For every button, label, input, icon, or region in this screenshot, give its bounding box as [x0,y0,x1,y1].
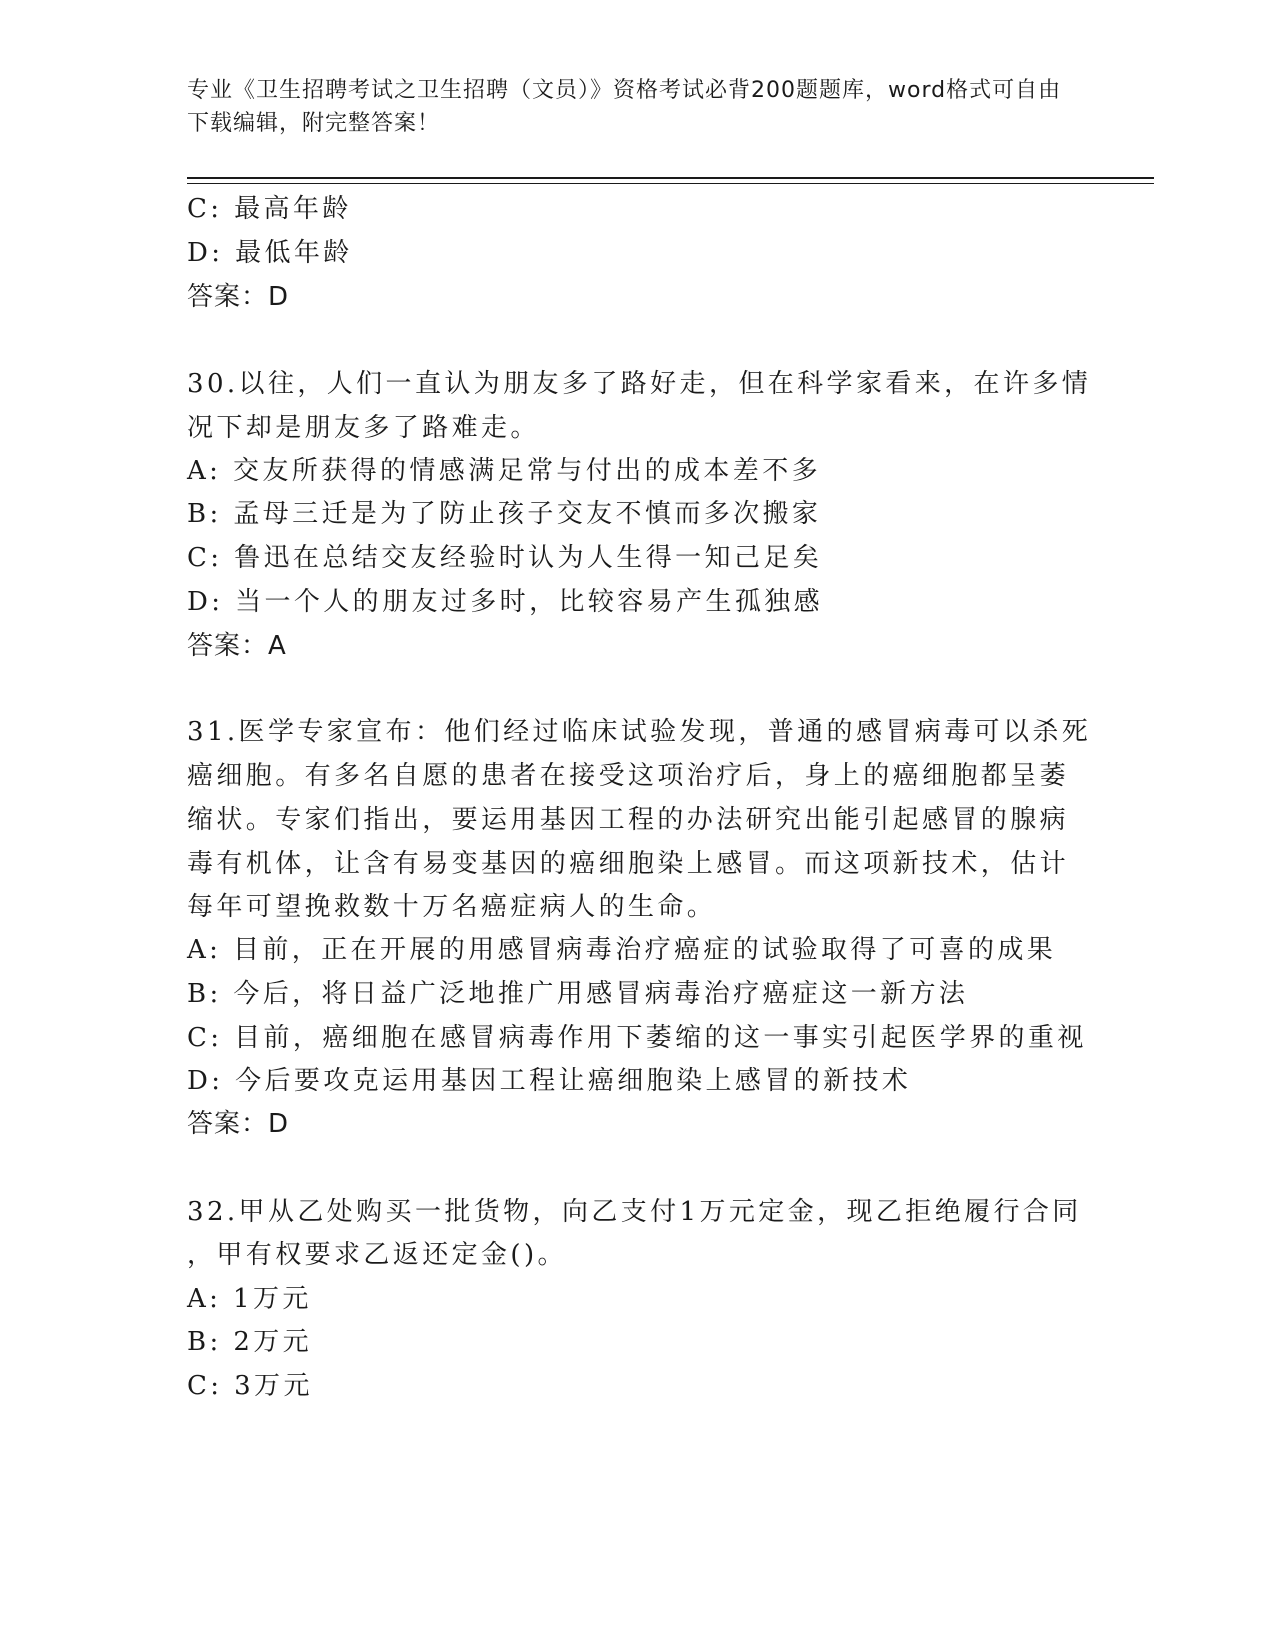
question-30-option-a: A: 交友所获得的情感满足常与付出的成本差不多 [187,456,822,486]
question-32-stem-line-1: 32.甲从乙处购买一批货物，向乙支付1万元定金，现乙拒绝履行合同 [187,1197,1082,1227]
question-31-option-a: A: 目前，正在开展的用感冒病毒治疗癌症的试验取得了可喜的成果 [187,935,1057,965]
header-divider-thick [187,177,1154,179]
question-30-option-b: B: 孟母三迁是为了防止孩子交友不慎而多次搬家 [187,499,822,529]
question-30-option-d: D: 当一个人的朋友过多时，比较容易产生孤独感 [187,587,824,617]
question-31-option-d: D: 今后要攻克运用基因工程让癌细胞染上感冒的新技术 [187,1066,912,1096]
question-32-stem-line-2: ，甲有权要求乙返还定金()。 [187,1240,567,1270]
question-30-stem-line-1: 30.以往，人们一直认为朋友多了路好走，但在科学家看来，在许多情 [187,369,1092,399]
question-31-stem-line-3: 缩状。专家们指出，要运用基因工程的办法研究出能引起感冒的腺病 [187,805,1070,835]
question-32-option-b: B: 2万元 [187,1327,313,1357]
question-31-stem-line-2: 癌细胞。有多名自愿的患者在接受这项治疗后，身上的癌细胞都呈萎 [187,761,1070,791]
question-32-option-c: C: 3万元 [187,1371,313,1401]
question-31-answer: 答案：D [187,1109,290,1139]
question-30-stem-line-2: 况下却是朋友多了路难走。 [187,413,540,443]
question-31-option-b: B: 今后，将日益广泛地推广用感冒病毒治疗癌症这一新方法 [187,979,969,1009]
question-31-stem-line-4: 毒有机体，让含有易变基因的癌细胞染上感冒。而这项新技术，估计 [187,849,1070,879]
answer-line: 答案：D [187,282,290,312]
option-d: D: 最低年龄 [187,238,353,268]
question-32-option-a: A: 1万元 [187,1284,312,1314]
header-divider-thin [187,183,1154,184]
option-c: C: 最高年龄 [187,194,352,224]
question-31-stem-line-1: 31.医学专家宣布：他们经过临床试验发现，普通的感冒病毒可以杀死 [187,717,1092,747]
question-30-option-c: C: 鲁迅在总结交友经验时认为人生得一知己足矣 [187,543,823,573]
document-header: 专业《卫生招聘考试之卫生招聘（文员）》资格考试必背200题题库，word格式可自由下载编辑，附完整答案！ [187,78,1062,136]
question-31-stem-line-5: 每年可望挽救数十万名癌症病人的生命。 [187,892,717,922]
question-30-answer: 答案：A [187,631,287,661]
question-31-option-c: C: 目前，癌细胞在感冒病毒作用下萎缩的这一事实引起医学界的重视 [187,1023,1087,1053]
